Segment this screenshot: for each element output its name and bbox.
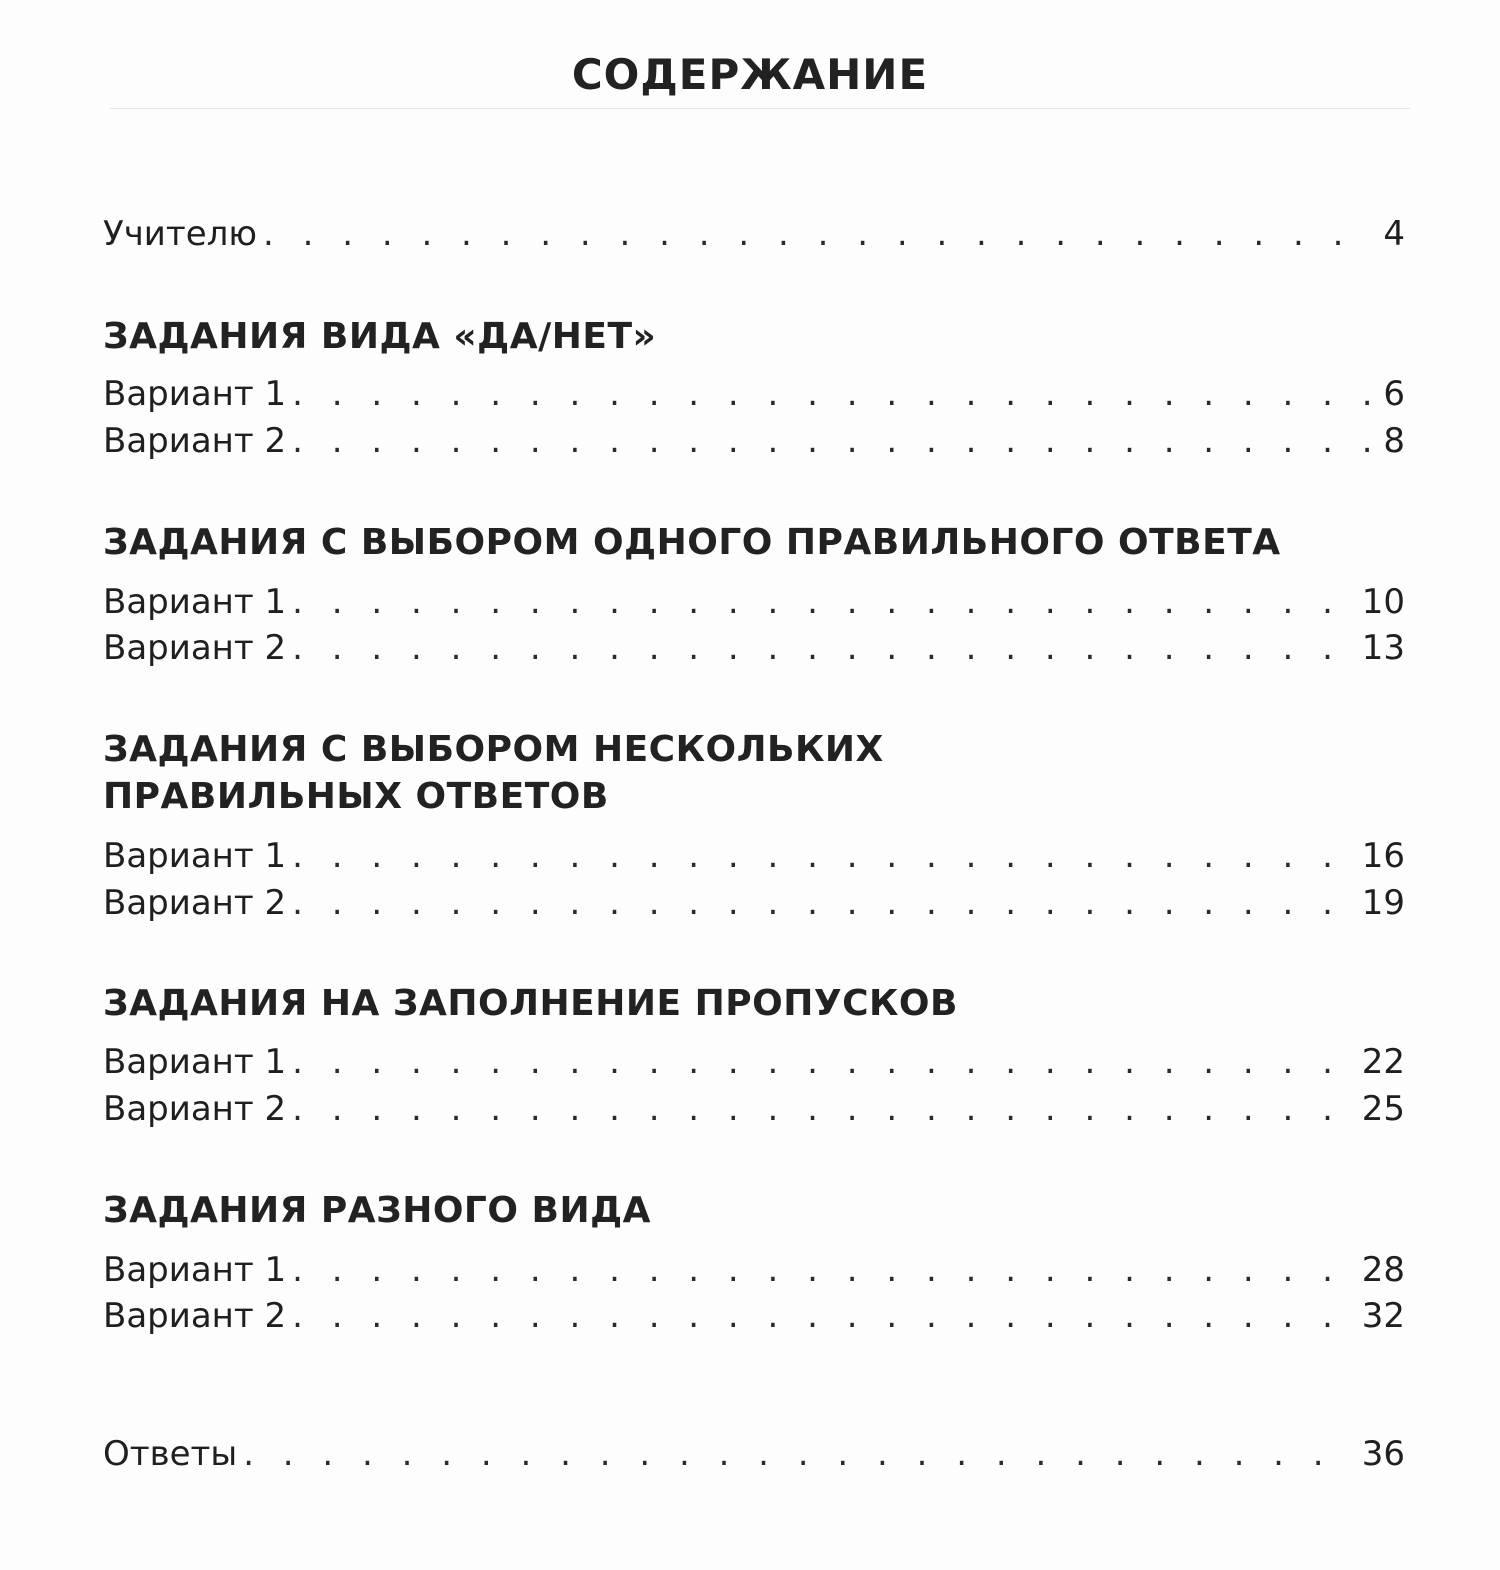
toc-entry-page: 32 — [1361, 1296, 1405, 1336]
toc-entry-label: Вариант 2 — [103, 883, 287, 923]
toc-entry-s5-v1[interactable] — [103, 1250, 1405, 1296]
section-heading-line: ЗАДАНИЯ С ВЫБОРОМ НЕСКОЛЬКИХ — [103, 729, 884, 770]
toc-entry-page: 10 — [1361, 582, 1405, 622]
dot-leader — [292, 421, 1373, 461]
toc-entry-label: Вариант 1 — [103, 374, 287, 414]
toc-entry-label: Вариант 2 — [103, 628, 287, 668]
section-heading-mixed: ЗАДАНИЯ РАЗНОГО ВИДА — [103, 1190, 651, 1231]
dot-leader — [263, 214, 1373, 254]
dot-leader — [292, 883, 1352, 923]
section-heading-line: ПРАВИЛЬНЫХ ОТВЕТОВ — [103, 776, 609, 817]
toc-entry-label: Вариант 1 — [103, 836, 287, 876]
toc-entry-page: 25 — [1361, 1089, 1405, 1129]
dot-leader — [292, 1042, 1352, 1082]
toc-entry-page: 36 — [1361, 1434, 1405, 1474]
dot-leader — [292, 1250, 1352, 1290]
toc-entry-s3-v2[interactable] — [103, 883, 1405, 929]
dot-leader — [292, 374, 1373, 414]
dot-leader — [292, 1296, 1352, 1336]
toc-entry-page: 28 — [1361, 1250, 1405, 1290]
toc-entry-s1-v1[interactable] — [103, 374, 1405, 420]
toc-entry-page: 13 — [1361, 628, 1405, 668]
toc-entry-page: 19 — [1361, 883, 1405, 923]
toc-entry-s4-v1[interactable] — [103, 1042, 1405, 1088]
toc-entry-intro[interactable] — [103, 214, 1405, 260]
toc-entry-label: Вариант 2 — [103, 421, 287, 461]
page-title: СОДЕРЖАНИЕ — [571, 50, 929, 99]
toc-entry-page: 4 — [1383, 214, 1405, 254]
dot-leader — [292, 582, 1352, 622]
toc-entry-label: Вариант 2 — [103, 1296, 287, 1336]
dot-leader — [292, 1089, 1352, 1129]
toc-entry-label: Учителю — [103, 214, 257, 254]
toc-entry-s1-v2[interactable] — [103, 421, 1405, 467]
dot-leader — [292, 836, 1352, 876]
toc-entry-s3-v1[interactable] — [103, 836, 1405, 882]
toc-entry-label: Ответы — [103, 1434, 238, 1474]
dot-leader — [292, 628, 1352, 668]
toc-entry-label: Вариант 2 — [103, 1089, 287, 1129]
toc-entry-label: Вариант 1 — [103, 1250, 287, 1290]
toc-entry-page: 8 — [1383, 421, 1405, 461]
toc-entry-s4-v2[interactable] — [103, 1089, 1405, 1135]
toc-entry-page: 16 — [1361, 836, 1405, 876]
toc-entry-answers[interactable] — [103, 1434, 1405, 1480]
toc-entry-label: Вариант 1 — [103, 1042, 287, 1082]
toc-entry-page: 6 — [1383, 374, 1405, 414]
toc-entry-s5-v2[interactable] — [103, 1296, 1405, 1342]
toc-entry-label: Вариант 1 — [103, 582, 287, 622]
title-divider — [110, 108, 1410, 109]
section-heading-single-choice: ЗАДАНИЯ С ВЫБОРОМ ОДНОГО ПРАВИЛЬНОГО ОТВЕТА — [103, 522, 1281, 563]
toc-entry-s2-v1[interactable] — [103, 582, 1405, 628]
section-heading-fill-gaps: ЗАДАНИЯ НА ЗАПОЛНЕНИЕ ПРОПУСКОВ — [103, 983, 958, 1024]
section-heading-yes-no: ЗАДАНИЯ ВИДА «ДА/НЕТ» — [103, 316, 657, 357]
section-heading-multiple-choice — [103, 726, 1343, 820]
toc-entry-s2-v2[interactable] — [103, 628, 1405, 674]
dot-leader — [243, 1434, 1352, 1474]
toc-entry-page: 22 — [1361, 1042, 1405, 1082]
